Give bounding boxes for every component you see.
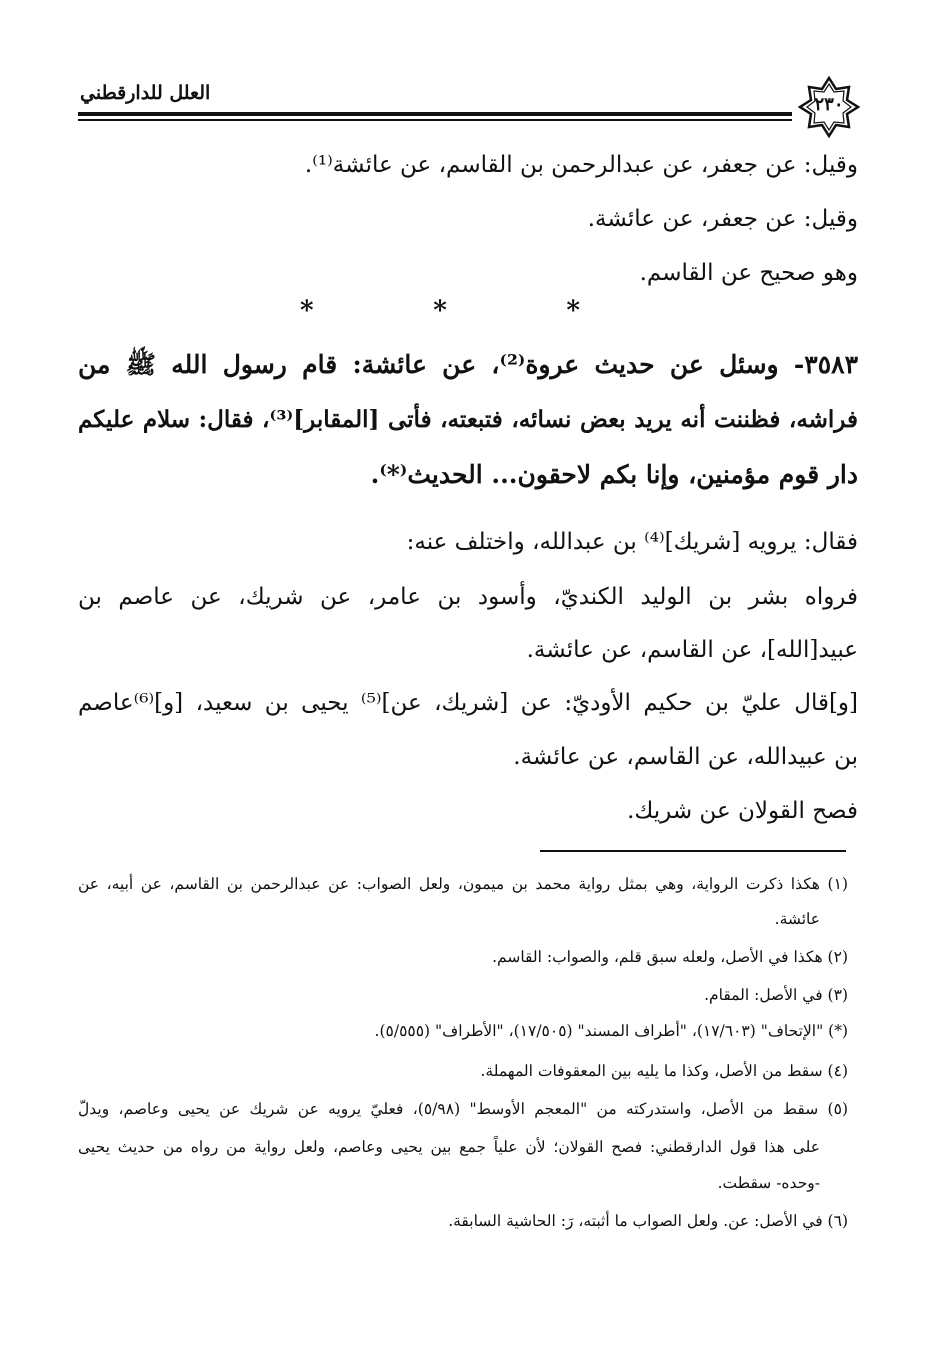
text-line: وهو صحيح عن القاسم.: [639, 260, 858, 286]
footnote-line: (٢) هكذا في الأصل، ولعله سبق قلم، والصواب: القاسم.: [492, 948, 848, 966]
hadith-line: فراشه، فظننت أنه يريد بعض نسائه، فتبعته، فأتى [المقابر]⁽³⁾، فقال: سلام عليكم: [78, 406, 858, 433]
text-line: فرواه بشر بن الوليد الكنديّ، وأسود بن عامر، عن شريك، عن عاصم بن: [78, 584, 858, 610]
footnote-line: (٦) في الأصل: عن. ولعل الصواب ما أثبته، رَ: الحاشية السابقة.: [448, 1212, 848, 1230]
header-rule-thick: [78, 112, 792, 116]
footnote-line: (٤) سقط من الأصل، وكذا ما يليه بين المعقوفات المهملة.: [480, 1062, 848, 1080]
page-number: ٢٣٠: [814, 94, 844, 115]
section-separator: [300, 296, 580, 326]
page-number-badge: [798, 76, 860, 138]
footnote-rule: [540, 850, 846, 852]
hadith-line: ٣٥٨٣- وسئل عن حديث عروة⁽²⁾، عن عائشة: قام رسول الله ﷺ من: [78, 350, 859, 379]
hadith-line: دار قوم مؤمنين، وإنا بكم لاحقون... الحديث⁽*⁾.: [370, 460, 858, 489]
footnote-line: (٣) في الأصل: المقام.: [704, 986, 848, 1004]
separator-star: *: [433, 296, 447, 326]
text-line: [و]قال عليّ بن حكيم الأوديّ: عن [شريك، عن]⁽⁵⁾ يحيى بن سعيد، [و]⁽⁶⁾عاصم: [78, 690, 858, 716]
text-line: وقيل: عن جعفر، عن عائشة.: [587, 206, 858, 232]
text-line: فصح القولان عن شريك.: [627, 798, 858, 824]
text-line: وقيل: عن جعفر، عن عبدالرحمن بن القاسم، عن عائشة⁽¹⁾.: [304, 152, 858, 178]
page-header: [78, 76, 862, 136]
header-rule-thin: [78, 119, 792, 121]
text-line: فقال: يرويه [شريك]⁽⁴⁾ بن عبدالله، واختلف عنه:: [406, 529, 858, 555]
running-title: العلل للدارقطني: [80, 82, 211, 104]
footnote-line: على هذا قول الدارقطني: فصح القولان؛ لأن علياً جمع بين يحيى وعاصم، ولعل رواية من رواه من حديث يحيى: [78, 1138, 820, 1156]
separator-star: *: [566, 296, 580, 326]
footnote-line: (٥) سقط من الأصل، واستدركته من "المعجم الأوسط" (٥/٩٨)، فعليّ يرويه عن شريك عن يحيى وعاصم، ويدلّ: [78, 1100, 848, 1118]
text-line: بن عبيدالله، عن القاسم، عن عائشة.: [513, 744, 858, 770]
footnote-line: عائشة.: [774, 910, 820, 928]
footnote-line: (١) هكذا ذكرت الرواية، وهي بمثل رواية محمد بن ميمون، ولعل الصواب: عن عبدالرحمن بن القاسم، عن أبيه، عن: [78, 875, 848, 893]
separator-star: *: [300, 296, 314, 326]
footnote-line: -وحده- سقطت.: [717, 1174, 820, 1192]
footnote-line: (*) "الإتحاف" (١٧/٦٠٣)، "أطراف المسند" (١٧/٥٠٥)، "الأطراف" (٥/٥٥٥).: [374, 1022, 848, 1040]
text-line: عبيد[الله]، عن القاسم، عن عائشة.: [526, 637, 858, 663]
